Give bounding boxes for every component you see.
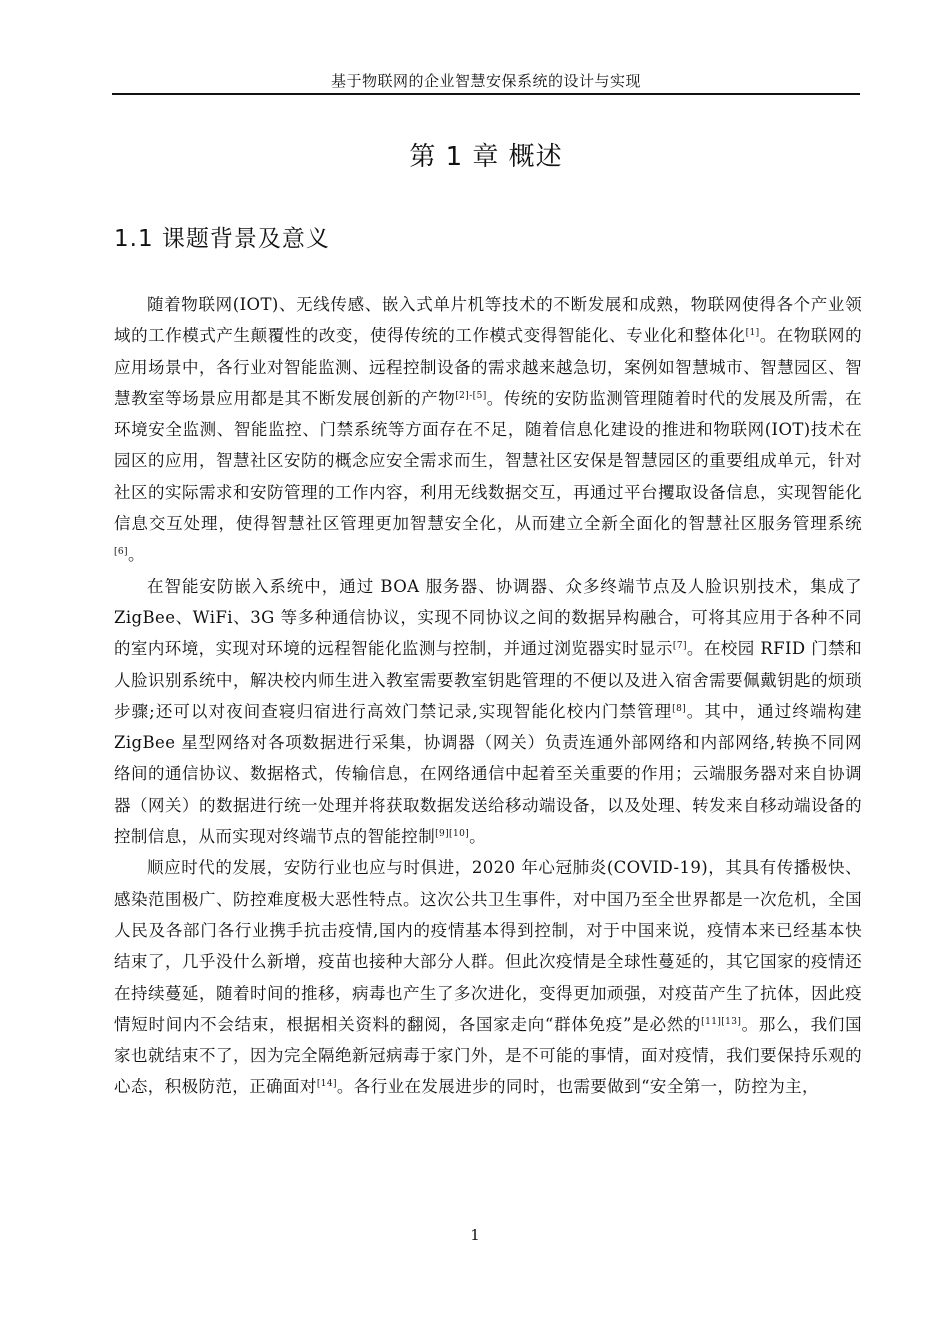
paragraph-text: 顺应时代的发展，安防行业也应与时俱进，2020 年心冠肺炎(COVID-19)，其具有传播极快、感染范围极广、防控难度极大恶性特点。这次公共卫生事件，对中国乃至全世界都是一次危机，全国人民及各部门各行业携手抗击疫情,国内的疫情基本得到控制，对于中国来说，疫情本来已经基本快结束了，几乎没什么新增，疫苗也接种大部分人群。但此次疫情是全球性蔓延的，其它国家的疫情还在持续蔓延，随着时间的推移，病毒也产生了多次进化，变得更加顽强，对疫苗产生了抗体，因此疫情短时间内不会结束，根据相关资料的翻阅，各国家走向“群体免疫”是必然的: [114, 858, 862, 1034]
paragraph-text: 。那么，我们国家也就结束不了，因为完全隔绝新冠病毒于家门外，是不可能的事情，面对疫情，我们要保持乐观的心态，积极防范，正确面对: [114, 1014, 862, 1097]
citation: [9][10]: [435, 829, 470, 840]
citation: [2]-[5]: [455, 390, 487, 401]
body-text: [114, 289, 862, 1103]
section-title: 1.1 课题背景及意义: [114, 226, 330, 252]
citation: [8]: [672, 703, 687, 714]
citation: [11][13]: [701, 1016, 742, 1027]
citation: [1]: [745, 328, 760, 339]
header-divider: [112, 93, 860, 95]
running-header: 基于物联网的企业智慧安保系统的设计与实现: [330, 72, 641, 90]
citation: [6]: [114, 547, 128, 558]
page-number: 1: [470, 1226, 480, 1244]
paragraph-text: 。: [127, 545, 145, 565]
paragraph-2: [114, 571, 862, 853]
citation: [14]: [316, 1079, 337, 1090]
paragraph-text: 在智能安防嵌入系统中，通过 BOA 服务器、协调器、众多终端节点及人脸识别技术，集成了 ZigBee、WiFi、3G 等多种通信协议，实现不同协议之间的数据异构融合，可将其应用于各种不同的室内环境，实现对环境的远程智能化监测与控制，并通过浏览器实时显示: [114, 576, 862, 659]
citation: [7]: [672, 641, 687, 652]
paragraph-text: 。其中，通过终端构建 ZigBee 星型网络对各项数据进行采集，协调器（网关）负责连通外部网络和内部网络,转换不同网络间的通信协议、数据格式，传输信息，在网络通信中起着至关重要的作用；云端服务器对来自协调器（网关）的数据进行统一处理并将获取数据发送给移动端设备，以及处理、转发来自移动端设备的控制信息，从而实现对终端节点的智能控制: [114, 701, 862, 847]
paragraph-3: [114, 852, 862, 1102]
paragraph-text: 。传统的安防监测管理随着时代的发展及所需，在环境安全监测、智能监控、门禁系统等方面存在不足，随着信息化建设的推进和物联网(IOT)技术在园区的应用，智慧社区安防的概念应安全需求而生，智慧社区安保是智慧园区的重要组成单元，针对社区的实际需求和安防管理的工作内容，利用无线数据交互，再通过平台攫取设备信息，实现智能化信息交互处理，使得智慧社区管理更加智慧安全化，从而建立全新全面化的智慧社区服务管理系统: [114, 388, 862, 534]
paragraph-1: [114, 289, 862, 571]
paragraph-text: 。: [469, 827, 487, 847]
paragraph-text: 。在校园 RFID 门禁和人脸识别系统中，解决校内师生进入教室需要教室钥匙管理的不便以及进入宿舍需要佩戴钥匙的烦琐步骤;还可以对夜间查寝归宿进行高效门禁记录,实现智能化校内门禁管理: [114, 639, 862, 721]
paragraph-text: 。在物联网的应用场景中，各行业对智能监测、远程控制设备的需求越来越急切，案例如智慧城市、智慧园区、智慧教室等场景应用都是其不断发展创新的产物: [114, 326, 862, 408]
paragraph-text: 随着物联网(IOT)、无线传感、嵌入式单片机等技术的不断发展和成熟，物联网使得各个产业领域的工作模式产生颠覆性的改变，使得传统的工作模式变得智能化、专业化和整体化: [114, 295, 862, 346]
paragraph-text: 。各行业在发展进步的同时，也需要做到“安全第一，防控为主，: [336, 1077, 819, 1097]
chapter-title: 第 1 章 概述: [409, 142, 563, 172]
